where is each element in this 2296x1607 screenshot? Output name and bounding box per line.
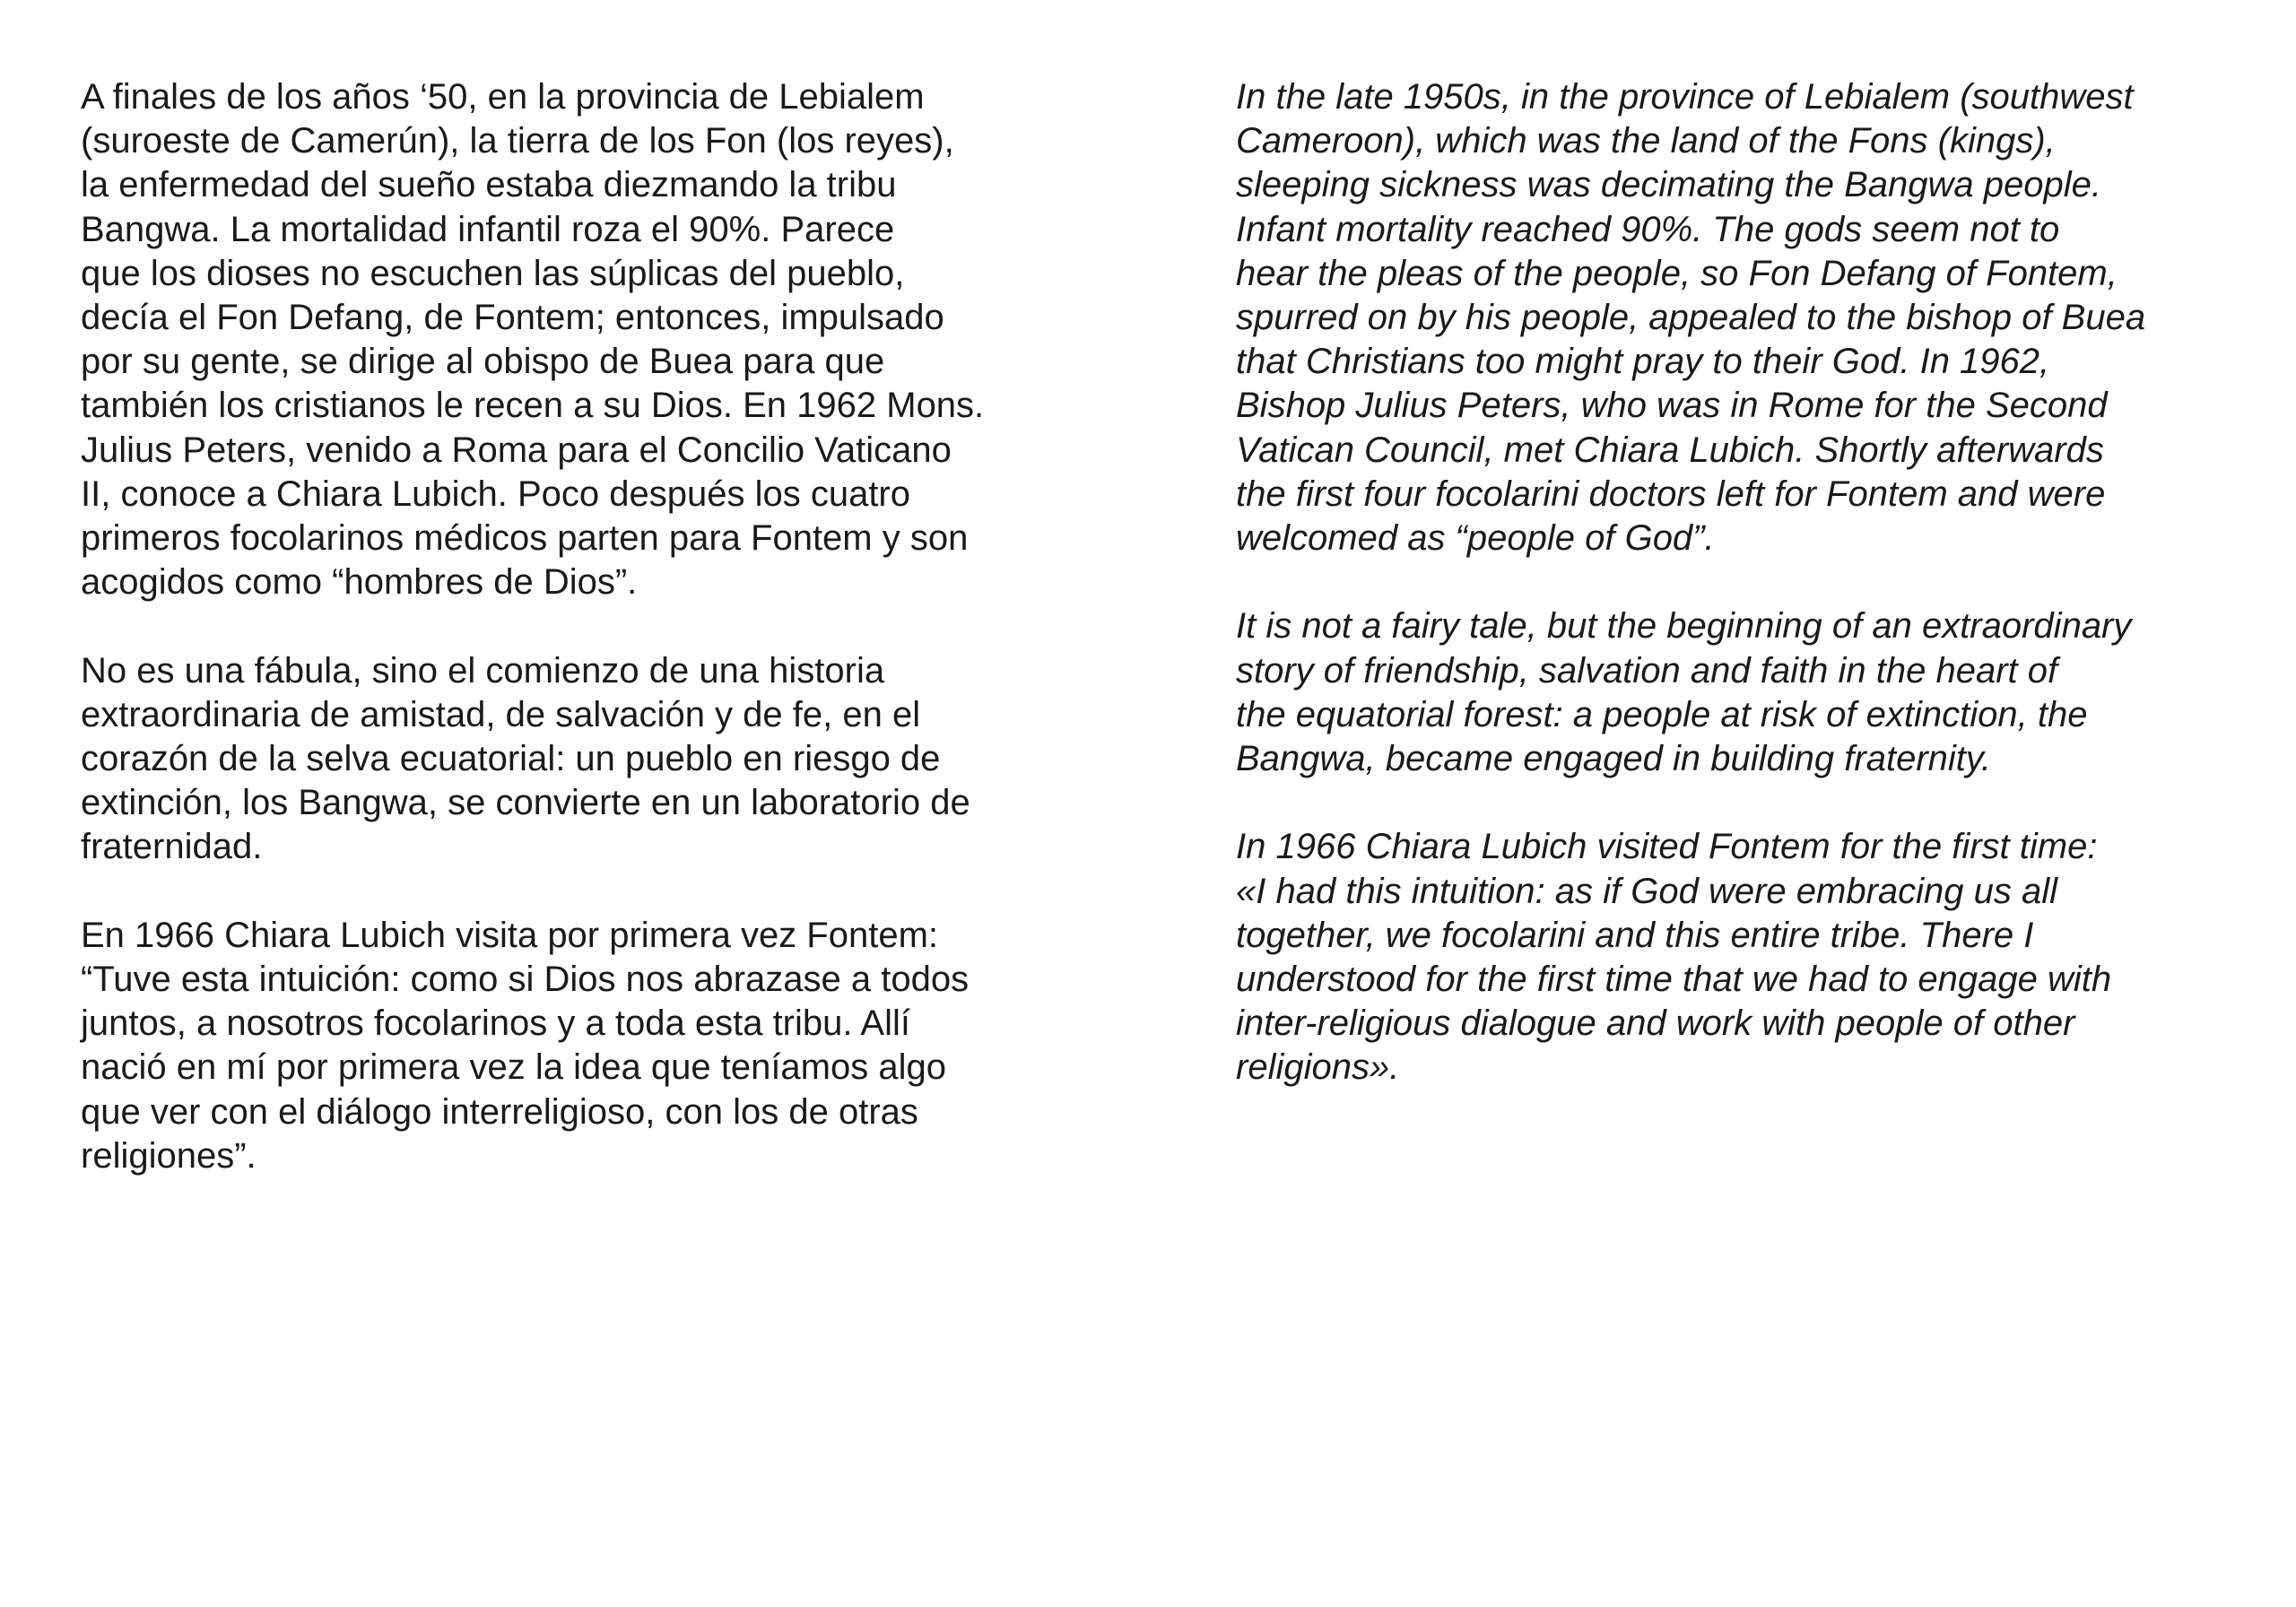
text-line: extraordinaria de amistad, de salvación y de fe, en el [81, 694, 921, 734]
english-paragraph-1 [1236, 75, 2249, 560]
text-line: fraternidad. [81, 827, 263, 867]
text-line: también los cristianos le recen a su Dios. En 1962 Mons. [81, 386, 985, 426]
text-line: the first four focolarini doctors left for Fontem and were [1236, 473, 2106, 514]
text-line: Bangwa, became engaged in building fraternity. [1236, 739, 1992, 779]
text-line: extinción, los Bangwa, se convierte en un laboratorio de [81, 783, 970, 823]
spanish-paragraph-2 [81, 649, 1076, 870]
text-line: que ver con el diálogo interreligioso, con los de otras [81, 1091, 918, 1132]
english-paragraph-3 [1236, 825, 2249, 1090]
text-line: Vatican Council, met Chiara Lubich. Shortly afterwards [1236, 430, 2104, 470]
text-line: primeros focolarinos médicos parten para Fontem y son [81, 518, 969, 559]
text-line: En 1966 Chiara Lubich visita por primera vez Fontem: [81, 915, 939, 955]
text-line: A finales de los años ‘50, en la provincia de Lebialem [81, 77, 925, 117]
text-line: juntos, a nosotros focolarinos y a toda esta tribu. Allí [81, 1003, 910, 1044]
spanish-paragraph-1 [81, 75, 1076, 604]
text-line: that Christians too might pray to their God. In 1962, [1236, 342, 2050, 382]
text-line: (suroeste de Camerún), la tierra de los Fon (los reyes), [81, 121, 954, 161]
spanish-text-column [81, 75, 1076, 1222]
text-line: religiones”. [81, 1135, 257, 1176]
text-line: No es una fábula, sino el comienzo de una historia [81, 650, 885, 691]
english-text-column [1236, 75, 2249, 1134]
text-line: spurred on by his people, appealed to the bishop of Buea [1236, 298, 2146, 338]
text-line: In the late 1950s, in the province of Lebialem (southwest [1236, 77, 2134, 117]
text-line: decía el Fon Defang, de Fontem; entonces, impulsado [81, 298, 944, 338]
spanish-paragraph-3 [81, 914, 1076, 1178]
text-line: welcomed as “people of God”. [1236, 518, 1715, 559]
text-line: the equatorial forest: a people at risk of extinction, the [1236, 694, 2088, 734]
text-line: nació en mí por primera vez la idea que teníamos algo [81, 1047, 946, 1088]
text-line: In 1966 Chiara Lubich visited Fontem for the first time: [1236, 827, 2098, 867]
text-line: que los dioses no escuchen las súplicas del pueblo, [81, 253, 905, 293]
text-line: la enfermedad del sueño estaba diezmando la tribu [81, 165, 897, 205]
text-line: inter-religious dialogue and work with people of other [1236, 1003, 2075, 1044]
text-line: Julius Peters, venido a Roma para el Concilio Vaticano [81, 430, 952, 470]
text-line: acogidos como “hombres de Dios”. [81, 562, 638, 603]
text-line: Cameroon), which was the land of the Fons (kings), [1236, 121, 2056, 161]
text-line: II, conoce a Chiara Lubich. Poco después los cuatro [81, 473, 910, 514]
text-line: corazón de la selva ecuatorial: un pueblo en riesgo de [81, 739, 941, 779]
text-line: “Tuve esta intuición: como si Dios nos abrazase a todos [81, 960, 970, 1000]
text-line: sleeping sickness was decimating the Bangwa people. [1236, 165, 2102, 205]
text-line: understood for the first time that we had to engage with [1236, 960, 2112, 1000]
text-line: hear the pleas of the people, so Fon Defang of Fontem, [1236, 253, 2118, 293]
text-line: Infant mortality reached 90%. The gods seem not to [1236, 209, 2060, 249]
text-line: story of friendship, salvation and faith in the heart of [1236, 650, 2058, 691]
text-line: religions». [1236, 1047, 1400, 1088]
english-paragraph-2 [1236, 604, 2249, 781]
text-line: «I had this intuition: as if God were embracing us all [1236, 871, 2058, 911]
text-line: together, we focolarini and this entire tribe. There I [1236, 915, 2034, 955]
text-line: Bishop Julius Peters, who was in Rome for the Second [1236, 386, 2108, 426]
text-line: Bangwa. La mortalidad infantil roza el 90%. Parece [81, 209, 895, 249]
text-line: It is not a fairy tale, but the beginning of an extraordinary [1236, 606, 2132, 647]
text-line: por su gente, se dirige al obispo de Buea para que [81, 342, 885, 382]
